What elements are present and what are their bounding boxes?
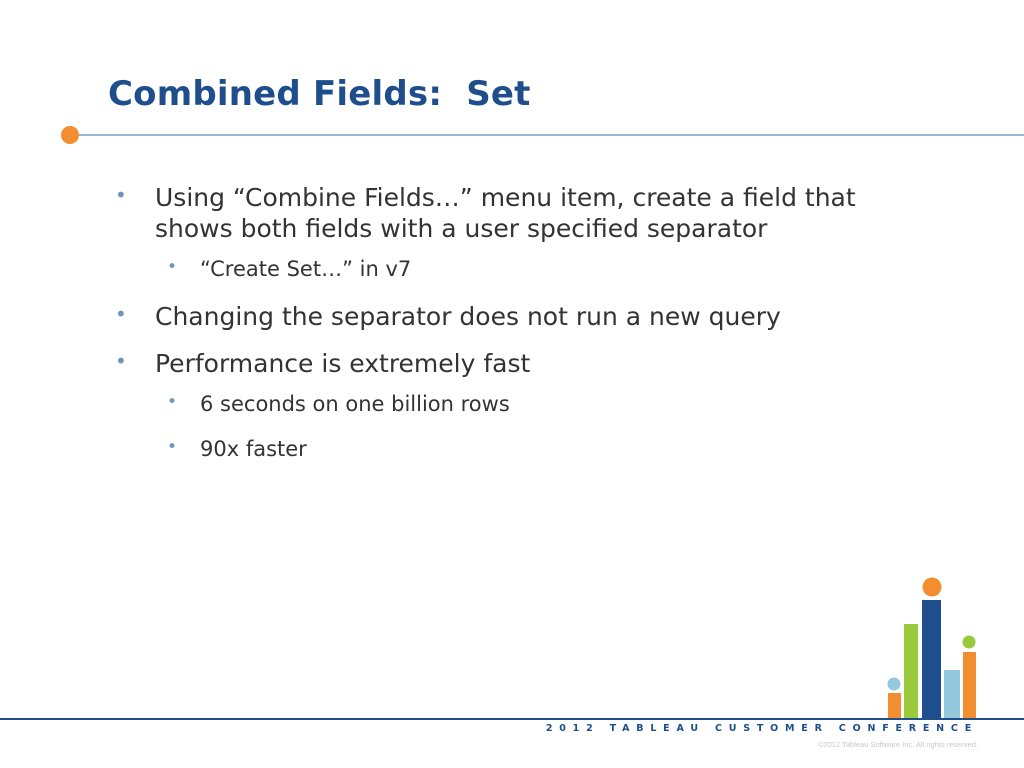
bullet-text: Performance is extremely fast: [155, 349, 531, 378]
bullet-list: [110, 182, 900, 481]
bullet-text: 6 seconds on one billion rows: [200, 392, 510, 416]
bullet-icon: •: [167, 257, 178, 277]
list-item: [110, 391, 900, 418]
list-item: [110, 348, 900, 379]
bullet-icon: •: [167, 392, 178, 412]
tableau-bar-logo-icon: [880, 572, 990, 722]
bullet-text: “Create Set…” in v7: [200, 257, 412, 281]
slide-title: Combined Fields: Set: [108, 74, 531, 114]
bullet-text: Changing the separator does not run a new query: [155, 302, 781, 331]
bullet-text: 90x faster: [200, 437, 307, 461]
list-item: [110, 301, 900, 332]
orange-dot-icon: [61, 126, 79, 144]
bullet-icon: •: [115, 302, 127, 326]
copyright-notice: ©2012 Tableau Software Inc. All rights reserved.: [817, 740, 978, 749]
bullet-text: Using “Combine Fields…” menu item, create a field that shows both fields with a user specified separator: [155, 183, 856, 243]
list-item: [110, 436, 900, 463]
bullet-icon: •: [115, 349, 127, 373]
bullet-icon: •: [115, 183, 127, 207]
footer-divider: [0, 718, 1024, 720]
conference-name: 2012 TABLEAU CUSTOMER CONFERENCE: [545, 723, 978, 734]
bullet-icon: •: [167, 437, 178, 457]
list-item: [110, 182, 900, 244]
title-divider: [62, 134, 1024, 136]
list-item: [110, 256, 900, 283]
